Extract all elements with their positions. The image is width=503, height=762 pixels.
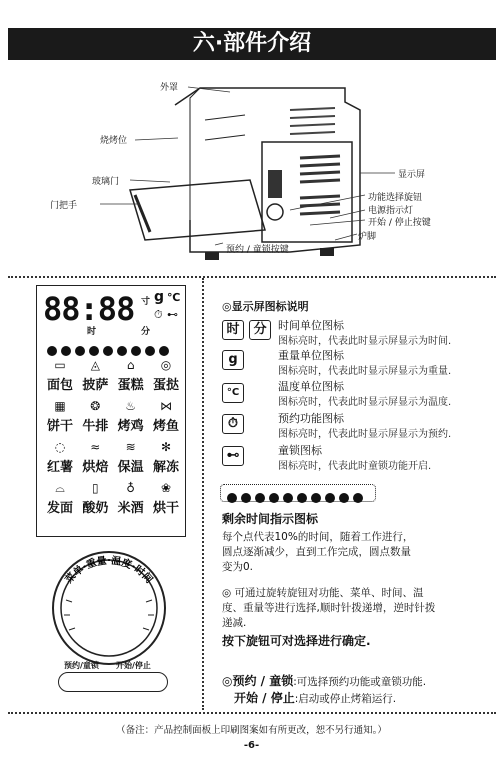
lcd-gram-unit: g bbox=[154, 289, 165, 305]
remaining-text-3: 变为0. bbox=[222, 561, 254, 573]
oven-diagram bbox=[0, 70, 503, 270]
legend-time-desc: 图标亮时，代表此时显示屏显示为时间. bbox=[278, 336, 452, 347]
legend-temp-title: 温度单位图标 bbox=[278, 380, 344, 393]
food-label-row bbox=[43, 374, 183, 393]
legend-temp-desc: 图标亮时，代表此时显示屏显示为温度. bbox=[278, 397, 452, 408]
food-tart: 蛋挞 bbox=[152, 378, 179, 393]
horizontal-separator bbox=[8, 276, 496, 278]
preset-lock-help-text: :可选择预约功能或童锁功能. bbox=[293, 676, 427, 688]
control-knob[interactable] bbox=[44, 540, 174, 670]
control-panel bbox=[36, 285, 186, 537]
yogurt-icon: ▯ bbox=[92, 481, 99, 495]
remaining-title: 剩余时间指示图标 bbox=[222, 512, 319, 526]
food-icon-row bbox=[43, 399, 183, 415]
legend-weight-icon bbox=[222, 348, 244, 370]
food-dough: 发面 bbox=[46, 501, 73, 516]
lock-key-icon: ⊷ bbox=[167, 308, 178, 321]
dry-icon: ❀ bbox=[160, 481, 172, 495]
food-bread: 面包 bbox=[46, 378, 73, 393]
start-stop-button-label: 开始/停止 bbox=[116, 661, 151, 670]
cake-icon: ⌂ bbox=[126, 358, 135, 372]
lock-key-icon: ⊷ bbox=[222, 446, 244, 466]
food-label-row bbox=[43, 456, 183, 475]
legend-weight-title: 重量单位图标 bbox=[278, 349, 344, 362]
timer-icon: ⏱ bbox=[154, 308, 163, 321]
food-steak: 牛排 bbox=[82, 419, 109, 434]
remaining-dots-sample bbox=[220, 484, 376, 502]
legend-time-title: 时间单位图标 bbox=[278, 319, 344, 332]
start-stop-help-text: :启动或停止烤箱运行. bbox=[294, 693, 397, 705]
buttons-help-2 bbox=[234, 687, 396, 707]
chicken-icon: ♨ bbox=[125, 399, 137, 413]
food-sweet-potato: 红薯 bbox=[46, 460, 73, 475]
hour-icon: 时 bbox=[222, 320, 244, 340]
food-bake: 烘焙 bbox=[82, 460, 109, 475]
label-door-handle: 门把手 bbox=[50, 201, 78, 211]
food-icon-row bbox=[43, 481, 183, 497]
label-foot: 炉脚 bbox=[358, 232, 377, 242]
food-keep-warm: 保温 bbox=[117, 460, 144, 475]
svg-text:菜单·重量·温度·时间 bbox=[62, 554, 156, 586]
legend-time-icons bbox=[222, 318, 271, 340]
preset-lock-button-label: 预约/童锁 bbox=[64, 661, 99, 670]
start-stop-help-label: 开始 / 停止 bbox=[234, 691, 295, 705]
knob-label: 菜单·重量·温度·时间 bbox=[63, 555, 155, 586]
lcd-celsius-unit: ℃ bbox=[167, 291, 181, 304]
lcd-inch-unit: 寸 bbox=[141, 297, 151, 307]
food-pizza: 披萨 bbox=[82, 378, 109, 393]
label-power-light: 电源指示灯 bbox=[368, 206, 414, 216]
label-rack-position: 烧烤位 bbox=[100, 136, 128, 146]
food-dry: 烘干 bbox=[152, 501, 179, 516]
vertical-separator bbox=[202, 278, 204, 710]
keep-warm-icon: ≋ bbox=[125, 440, 136, 454]
bake-icon: ≈ bbox=[90, 440, 101, 454]
knob-help-3: 递减. bbox=[222, 617, 247, 629]
panel-button-pill[interactable] bbox=[58, 672, 168, 692]
label-outer-cover: 外罩 bbox=[160, 83, 179, 93]
food-rice-wine: 米酒 bbox=[117, 501, 144, 516]
food-cake: 蛋糕 bbox=[117, 378, 144, 393]
legend-preset-desc: 图标亮时，代表此时显示屏显示为预约. bbox=[278, 429, 452, 440]
label-preset-lock: 预约 / 童锁按键 bbox=[226, 245, 289, 255]
bread-icon: ▭ bbox=[54, 358, 66, 372]
label-start-stop: 开始 / 停止按键 bbox=[368, 218, 431, 228]
label-glass-door: 玻璃门 bbox=[92, 177, 120, 187]
dough-icon: ⌓ bbox=[55, 481, 65, 495]
food-chicken: 烤鸡 bbox=[117, 419, 144, 434]
biscuit-icon: ▦ bbox=[54, 399, 66, 413]
tart-icon: ◎ bbox=[160, 358, 172, 372]
food-icon-row bbox=[43, 440, 183, 456]
minute-icon: 分 bbox=[249, 320, 271, 340]
lcd-hour-unit: 时 bbox=[87, 327, 97, 337]
steak-icon: ❂ bbox=[90, 399, 101, 413]
legend-lock-desc: 图标亮时，代表此时童锁功能开启. bbox=[278, 461, 432, 472]
food-label-row bbox=[43, 497, 183, 516]
legend-lock-icon bbox=[222, 444, 244, 466]
food-label-row bbox=[43, 415, 183, 434]
food-grid bbox=[43, 358, 183, 516]
gram-icon: g bbox=[222, 350, 244, 370]
legend-heading: ◎显示屏图标说明 bbox=[222, 300, 309, 313]
page-number: -6- bbox=[243, 740, 260, 751]
label-function-knob: 功能选择旋钮 bbox=[368, 193, 423, 203]
fish-icon: ⋈ bbox=[159, 399, 172, 413]
label-display: 显示屏 bbox=[398, 170, 426, 180]
defrost-icon: ✻ bbox=[160, 440, 172, 454]
knob-help-2: 度、重量等进行选择,顺时针拨递增，逆时针拨 bbox=[222, 602, 436, 614]
remaining-text-2: 圆点逐渐减少，直到工作完成，圆点数量 bbox=[222, 546, 411, 558]
page-title: 六·部件介绍 bbox=[8, 28, 496, 60]
bottom-separator bbox=[8, 712, 496, 714]
legend-temp-icon bbox=[222, 380, 244, 403]
timer-icon: ⏱ bbox=[222, 414, 244, 434]
preset-lock-help-label: ◎预约 / 童锁 bbox=[222, 674, 294, 688]
legend-lock-title: 童锁图标 bbox=[278, 444, 322, 457]
lcd-digits: 88:88 bbox=[43, 290, 135, 328]
remaining-text-1: 每个点代表10%的时间，随着工作进行， bbox=[222, 531, 414, 543]
footnote: （备注：产品控制面板上印刷图案如有所更改，恕不另行通知。） bbox=[116, 725, 387, 736]
knob-help-1: ◎ 可通过旋转旋钮对功能、菜单、时间、温 bbox=[222, 587, 424, 599]
celsius-icon: °C bbox=[222, 383, 244, 403]
legend-preset-icon bbox=[222, 412, 244, 434]
knob-help-4: 按下旋钮可对选择进行确定. bbox=[222, 634, 371, 648]
sweet-potato-icon: ◌ bbox=[54, 440, 66, 454]
lcd-minute-unit: 分 bbox=[141, 327, 151, 337]
rice-wine-icon: ♁ bbox=[126, 481, 136, 495]
food-fish: 烤鱼 bbox=[152, 419, 179, 434]
food-yogurt: 酸奶 bbox=[82, 501, 109, 516]
food-icon-row bbox=[43, 358, 183, 374]
pizza-icon: ◬ bbox=[90, 358, 100, 372]
legend-preset-title: 预约功能图标 bbox=[278, 412, 344, 425]
food-defrost: 解冻 bbox=[152, 460, 179, 475]
legend-weight-desc: 图标亮时，代表此时显示屏显示为重量. bbox=[278, 366, 452, 377]
food-biscuit: 饼干 bbox=[46, 419, 73, 434]
